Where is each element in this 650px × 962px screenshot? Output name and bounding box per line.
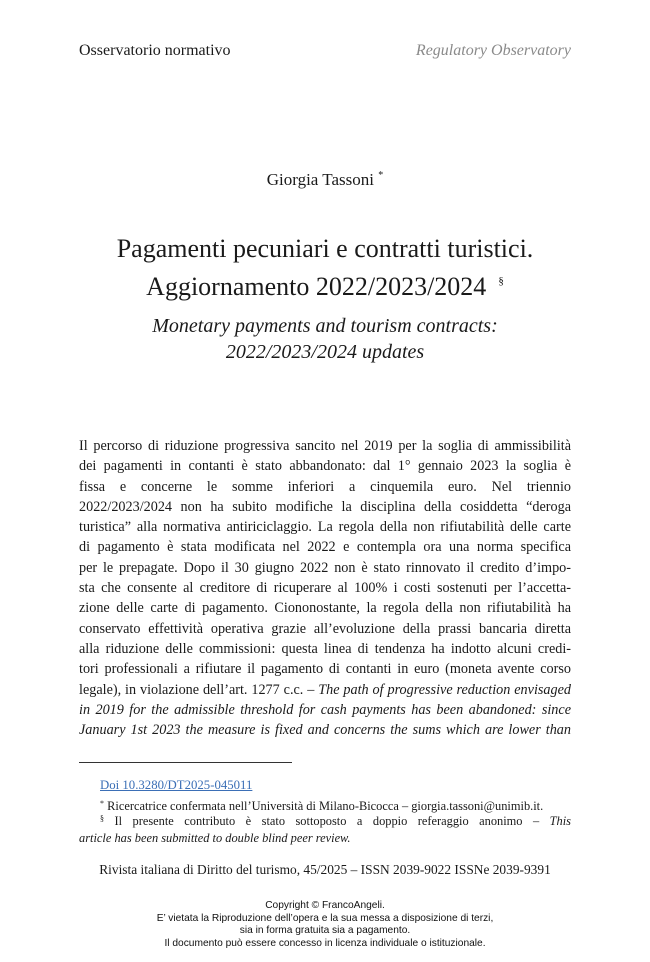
abstract-italic-line: in 2019 for the admissible threshold for cash payments has been abandoned: since: [79, 701, 571, 718]
abstract-line: di pagamento è stata modificata nel 2022 e contempla ora una norma specifica: [79, 539, 571, 556]
abstract-line: fissa e concerne le somme inferiori a cinquemila euro. Nel triennio: [79, 478, 571, 495]
footnote-separator: [79, 762, 292, 763]
title-line-2-text: Aggiornamento 2022/2023/2024: [146, 272, 487, 301]
running-header-right: Regulatory Observatory: [415, 42, 571, 59]
abstract-line: dei pagamenti in contanti è stato abbandonato: dal 1° gennaio 2023 la soglia è: [79, 458, 571, 475]
footnote-review-italic-a: This: [549, 814, 571, 828]
abstract-line: tori professionali a rifiutare il pagamento di contanti in euro (moneta avente corso: [79, 661, 571, 678]
title-footnote-mark: §: [498, 275, 504, 287]
author-block: [0, 170, 650, 190]
title-line-1: Pagamenti pecuniari e contratti turistici.: [116, 234, 534, 263]
subtitle-line-2: 2022/2023/2024 updates: [225, 341, 425, 363]
abstract-line: alla riduzione delle commissioni: questa linea di tendenza ha indotto alcuni credi-: [79, 640, 571, 657]
subtitle-line-1: Monetary payments and tourism contracts:: [152, 315, 498, 337]
footnote-author-text: Ricercatrice confermata nell’Università di Milano-Bicocca – giorgia.tassoni@unimib.it.: [107, 799, 544, 813]
abstract-line: sta che consente al creditore di ricuperare al 100% i costi sostenuti per l’accetta-: [79, 580, 571, 597]
doi-link[interactable]: Doi 10.3280/DT2025-045011: [100, 778, 253, 792]
article-title: [40, 233, 610, 303]
copyright-line: Copyright © FrancoAngeli.: [265, 900, 385, 911]
journal-citation: Rivista italiana di Diritto del turismo, 45/2025 – ISSN 2039-9022 ISSNe 2039-9391: [99, 862, 551, 877]
abstract-line: conservato effettività operativa grazie all’evoluzione della prassi bancaria diretta: [79, 620, 571, 637]
article-subtitle: [40, 313, 610, 365]
title-line-2: [40, 265, 610, 303]
abstract-line-mixed: [79, 680, 571, 700]
abstract-line: 2022/2023/2024 non ha subito modifiche la disciplina della cosiddetta “deroga: [79, 498, 571, 515]
copyright-notice: [0, 900, 650, 950]
copyright-line: E’ vietata la Riproduzione dell’opera e la sua messa a disposizione di terzi,: [156, 912, 494, 924]
footnote-review-text: Il presente contributo è stato sottoposto a doppio referaggio anonimo –: [114, 814, 550, 828]
footnote-mark: *: [100, 799, 104, 808]
copyright-line: Il documento può essere concesso in licenza individuale o istituzionale.: [164, 937, 486, 949]
abstract-italic-line: January 1st 2023 the measure is fixed and concerns the sums which are lower than: [79, 722, 571, 739]
copyright-line: sia in forma gratuita sia a pagamento.: [239, 925, 411, 937]
abstract-line-roman: legale), in violazione dell’art. 1277 c.c. –: [79, 681, 319, 698]
abstract-line: turistica” alla normativa antiriciclaggio. La regola della non rifiutabilità delle carte: [79, 519, 571, 536]
author-footnote-mark: *: [378, 170, 384, 181]
footnote-mark: §: [100, 814, 104, 823]
footnote-review-line-2: article has been submitted to double blind peer review.: [79, 831, 351, 845]
footnote-review-line-1: [79, 810, 571, 830]
abstract: [79, 436, 571, 740]
abstract-line: Il percorso di riduzione progressiva sancito nel 2019 per la soglia di ammissibilità: [79, 438, 571, 454]
abstract-line: zione delle carte di pagamento. Ciononostante, la regola della non rifiutabilità ha: [79, 600, 571, 617]
author-name: Giorgia Tassoni: [266, 170, 374, 189]
footnote-review: [79, 810, 571, 847]
abstract-italic-start: The path of progressive reduction envisaged: [318, 681, 571, 698]
abstract-line: per le prepagate. Dopo il 30 giugno 2022 non è stato rinnovato il credito d’impo-: [79, 559, 571, 576]
running-header-left: Osservatorio normativo: [79, 42, 231, 59]
